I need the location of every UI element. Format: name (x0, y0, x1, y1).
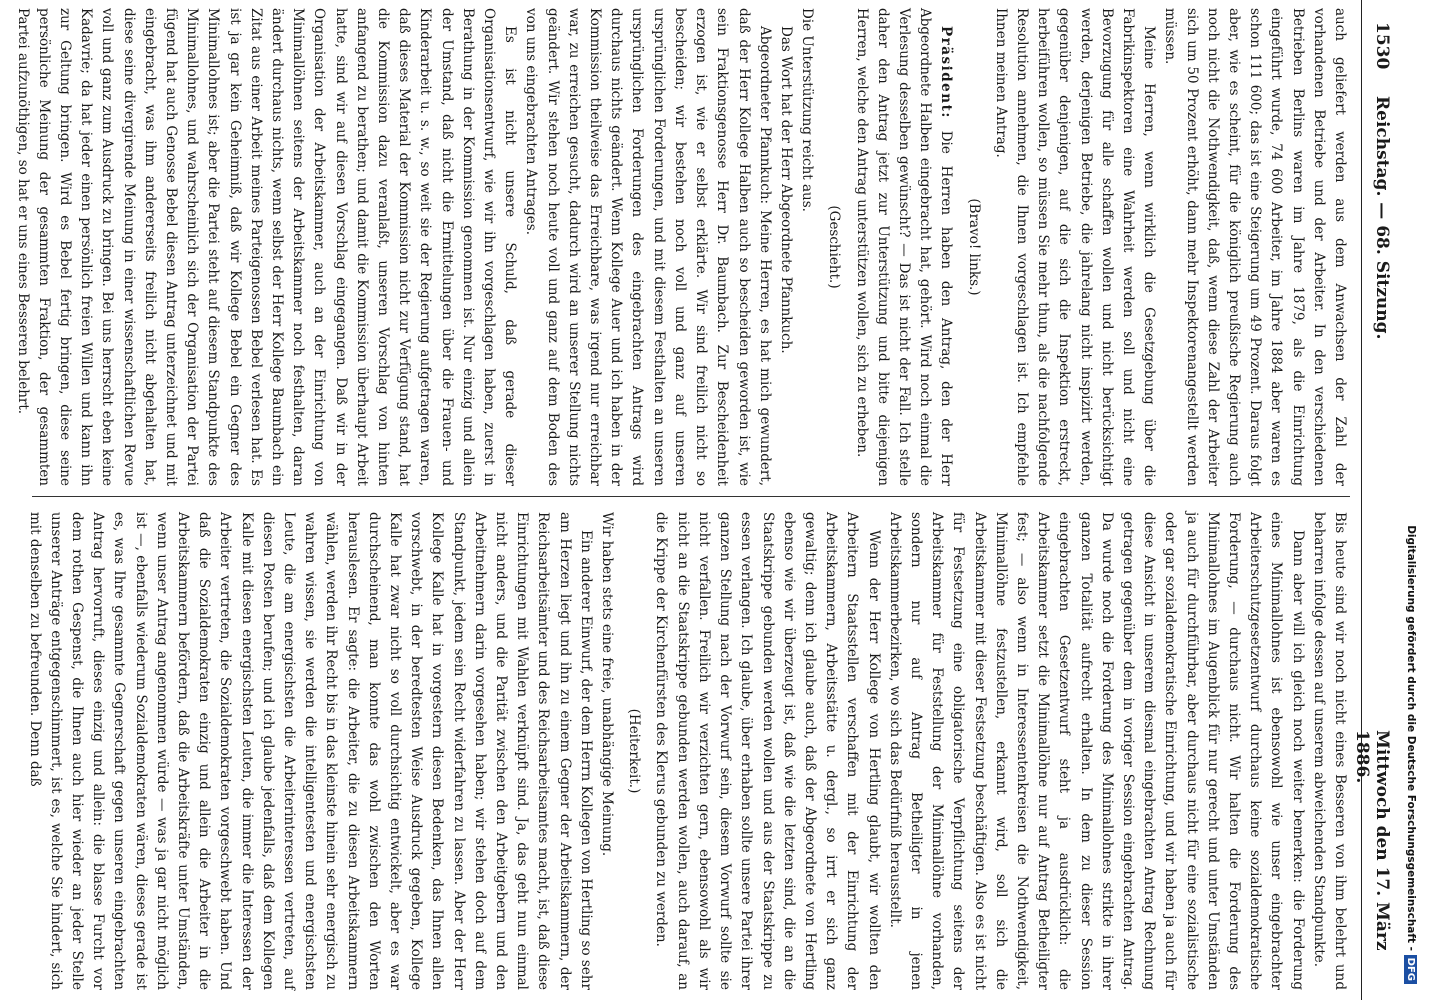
paragraph (520, 8, 774, 486)
paragraph-text: (Heiterkeit.) (626, 708, 643, 794)
sidebar-text: Digitalisierung gefördert durch die Deutsche Forschungsgemeinschaft - (1405, 525, 1417, 951)
page-number: 1530 (1372, 22, 1392, 70)
digitization-sidebar (1400, 4, 1422, 984)
paragraph (650, 512, 883, 990)
paragraph-text: Abgeordneter Pfannkuch: Meine Herren, es hat mich gewundert, daß der Herr Kollege Halben auch so bescheiden geworden ist, wie sein Fraktionsgenosse Herr Dr. Baumbach. Zur Bescheidenheit erzogen ist, wie er selbst erklärte. Wir sind freilich nicht so bescheiden; wir bestehen noch voll und ganz auf unseren ursprünglichen Forderungen, und mit diesem Festhalten an unseren ursprünglichen Forderungen des eingebrachten Antrags wird durchaus nichts geändert. Wenn Kollege Auer und ich haben in der Kommission theilweise das Erreichbare, was irgend nur erreichbar war, zu erreichen gesucht, dadurch wird an unserer Stellung nichts geändert. Wir stehen noch heute voll und ganz auf dem Boden des von uns eingebrachten Antrages. (523, 8, 773, 486)
paragraph-text: (Bravo! links.) (965, 198, 982, 296)
paragraph (1308, 512, 1350, 990)
paragraph-text: auch geliefert werden aus dem Anwachsen der Zahl der vorhandenen Betriebe und der Arbeiter. In den verschiedenen Betrieben Berlins waren im Jahre 1879, als die Einrichtung eingeführt wurde, 74 600 Arbeiter, im Jahre 1884 aber waren es schon 111 600; das ist eine Steigerung um 49 Prozent. Daraus folgt aber, wie es scheint, für die königlich preußische Regierung auch noch nicht die Nothwendigkeit, daß, wenn diese Zahl der Arbeiter sich um 50 Prozent erhöht, dann mehr Inspektorenangestellt werden müssen. (1162, 8, 1348, 486)
paragraph (23, 512, 595, 990)
paragraph-text: Die Herren haben den Antrag, den der Herr Abgeordnete Halben eingebracht hat, gehört. Wird noch einmal die Verlesung desselben gewünscht? — Das ist nicht der Fall. Ich stelle daher den Antrag jetzt zur Unterstützung und bitte diejenigen Herren, welche den Antrag unterstützen wollen, sich zu erheben. (853, 8, 955, 486)
page-header (1352, 0, 1398, 1000)
paragraph-text: Ein anderer Einwurf, der dem Herrn Kollegen von Hertling so sehr am Herzen liegt und ihn zu einem Gegner der Arbeitskammern, der Reichsarbeitsämter und des Reichsarbeitsamtes macht, ist, daß diese Einrichtungen mit Wahlen verknüpft sind. Ja, das geht nun einmal nicht anders, und die Parität zwischen den Arbeitgebern und den Arbeitnehmern darin vorgesehen haben; wir stehen doch auf dem Standpunkt, jedem sein Recht widerfahren zu lassen. Aber der Herr Kollege Kalle hat in vorgestern diesen Bedenken, das Ihnen allen vorschwebt, in der beredtesten Weise Ausdruck gegeben, Kollege Kalle hat zwar nicht so voll durchsichtig entwickelt, aber es war durchscheinend, man konnte das wohl zwischen den Worten herauslesen. Er sagte: die Arbeiter, die zu diesen Arbeitskammern wählen, werden ihr Recht bis in das kleinste hinein sehr energisch zu wahren wissen, sie werden die intelligentesten und energischsten Leute, die am energischsten die Arbeiterinteressen vertreten, auf diesen Posten berufen; und ich glaube jedenfalls, daß dem Kollegen Kalle mit diesen energischsten Leuten, die immer die Interessen der Arbeiter vertreten, die Sozialdemokraten vorgeschwebt haben. Und daß die Sozialdemokraten einzig und allein die Arbeiter in die Arbeitskammern befördern, daß die Arbeitskräfte unter Umständen, wenn unser Antrag angenommen würde — was ja gar nicht möglich ist —, ebenfalls wiederum Sozialdemokraten wären, dieses gerade ist es, was Ihre gesammte Gegnerschaft gegen unseren eingebrachten Antrag hervorruft, dieses einzig und allein: die blasse Furcht vor dem rothen Gespenst, die Ihnen auch hier wieder an jeder Stelle unserer Anträge entgegenschimmert, ist es, welche Sie hindert, sich mit denselben zu befreunden. Denn daß (26, 512, 594, 990)
paragraph-text: Die Unterstützung reicht aus. (799, 8, 816, 212)
right-column (26, 512, 1350, 990)
speaker-label: Präsident: (938, 26, 955, 119)
paragraph (11, 8, 520, 486)
paragraph (1159, 8, 1350, 486)
stage-direction (962, 8, 983, 486)
dfg-badge: DFG (1404, 955, 1417, 984)
paragraph-text: Meine Herren, wenn wirklich die Gesetzgebung über die Fabrikinspektoren eine Wahrheit werden soll und nicht eine Bevorzugung für alle schaffen wollen und nicht berücksichtigt werden, derjenigen Betriebe, die jahrelang nicht inspizirt werden, gegenüber denjenigen, auf die sich die Inspektion erstreckt, herbeiführen wollen, so müssen Sie mehr thun, als die nachfolgende Resolution annehmen, die Ihnen vorgeschlagen ist. Ich empfehle Ihnen meinen Antrag. (992, 8, 1158, 486)
paragraph-text: Dann aber will ich gleich noch weiter bemerken: die Forderung eines Minimallohnes ist ebensowohl wie unser eingebrachter Arbeiterschutzgesetzentwurf durchaus keine sozialdemokratische Forderung, — durchaus nicht. Wir halten die Forderung des Minimallohnes im Augenblick für nur gerecht und unter Umständen ja auch für durchführbar, aber durchaus nicht für eine sozialistische oder gar sozialdemokratische Einrichtung, und wir haben ja auch für diese Ansicht in unserem diesmal eingebrachten Antrag Rechnung getragen gegenüber dem in voriger Session eingebrachten Antrag. Da wurde noch die Forderung des Minimallohnes strikte in ihrer ganzen Totalität aufrecht erhalten. In dem zu dieser Session eingebrachten Gesetzentwurf steht ja ausdrücklich: die Arbeitskammer setzt die Minimallöhne nur auf Antrag Betheiligter fest; — also wenn in Interessentenkreisen die Nothwendigkeit, Minimallöhne festzustellen, erkannt wird, soll sich die Arbeitskammer mit dieser Festsetzung beschäftigen. Also es ist nicht für Festsetzung eine obligatorische Verpflichtung seitens der Arbeitskammer für Feststellung der Minimallöhne vorhanden, sondern nur auf Antrag Betheiligter in jenen Arbeitskammerbezirken, wo sich das Bedürfniß herausstellt. (886, 512, 1306, 990)
running-title-left: Reichstag. — 68. Sitzung. (1372, 96, 1392, 340)
paragraph (796, 8, 817, 486)
paragraph-text: Wenn der Herr Kollege von Hertling glaubt, wir wollten den Arbeitern Staatsstellen verschaffen mit der Einrichtung der Arbeitskammern, Arbeitsstätte u. dergl., so irrt er sich ganz gewaltig; denn ich glaube auch, daß der Abgeordnete von Hertling ebenso wie wir überzeugt ist, daß wie die letzten sind, die an die Staatskrippe gebunden werden wollen und aus der Staatskrippe zu essen verlangen. Ich glaube, über erhaben sollte unsere Partei ihrer ganzen Stellung nach der Vorwurf sein, diesem Vorwurf sollte sie nicht verfallen. Freilich wir verzichten gern, ebensowohl als wir nicht an die Staatskrippe gebunden werden wollen, auch darauf, an die Krippe der Kirchenfürsten des Klerus gebunden zu werden. (653, 512, 882, 990)
paragraph (775, 8, 796, 486)
paragraph (850, 8, 956, 486)
paragraph-text: Wir haben stets eine freie, unabhängige Meinung. (599, 512, 616, 857)
paragraph (990, 8, 1160, 486)
rotated-page (14, 0, 1416, 1000)
left-column (14, 8, 1350, 486)
column-rule (32, 496, 1350, 497)
paragraph-text: Es ist nicht unsere Schuld, daß gerade dieser Organisationsentwurf, wie wir ihn vorgeschlagen haben, zuerst in Berathung in der Kommission genommen ist. Nur einzig und allein der Umstand, daß nicht die Ermittelungen über die Frauen- und Kinderarbeit u. s. w., so weit sie der Regierung aufgetragen waren, daß dieses Material der Kommission nicht zur Verfügung stand, hat die Kommission dazu veranlaßt, unseren Vorschlag von hinten anfangend zu berathen; und damit die Kommission überhaupt Arbeit hatte, sind wir auf diesen Vorschlag eingegangen. Daß wir in der Organisation der Arbeitskammer, auch an der Einrichtung von Minimallöhnen seitens der Arbeitskammer noch festhalten, daran ändert durchaus nichts, wenn selbst der Herr Kollege Baumbach ein Zitat aus einer Arbeit meines Parteigenossen Bebel verlesen hat. Es ist ja gar kein Geheimniß, daß wir Kollege Bebel ein Gegner des Minimallohnes ist; aber die Partei steht auf diesem Standpunkte des Minimallohnes, und wahrscheinlich sich der Organisation der Partei fügend hat auch Genosse Bebel diesen Antrag unterzeichnet und mit eingebracht, was ihm andererseits freilich nicht abgehalten hat, diese seine divergirende Meinung in einer wissenschaftlichen Revue voll und ganz zum Ausdruck zu bringen. Bei uns herrscht eben keine Kadavrie; da hat jeder einen persönlich freien Willen und kann ihn zur Geltung bringen. Wird es Bebel fertig bringen, diese seine persönliche Meinung der gesammten Fraktion, der gesammten Partei aufzunöthigen, so hat er uns eines Besseren belehrt. (14, 8, 519, 486)
stage-direction (823, 8, 844, 486)
stage-direction (623, 512, 644, 990)
paragraph-text: (Geschieht.) (826, 205, 843, 289)
paragraph-text: Das Wort hat der Herr Abgeordnete Pfannkuch. (777, 26, 794, 354)
paragraph (596, 512, 617, 990)
paragraph (884, 512, 1308, 990)
running-title-right: Mittwoch den 17. März 1886. (1352, 730, 1392, 951)
paragraph-text: Bis heute sind wir noch nicht eines Besseren von ihm belehrt und beharren infolge dessen auf unserem abweichenden Standpunkte. (1310, 512, 1348, 990)
